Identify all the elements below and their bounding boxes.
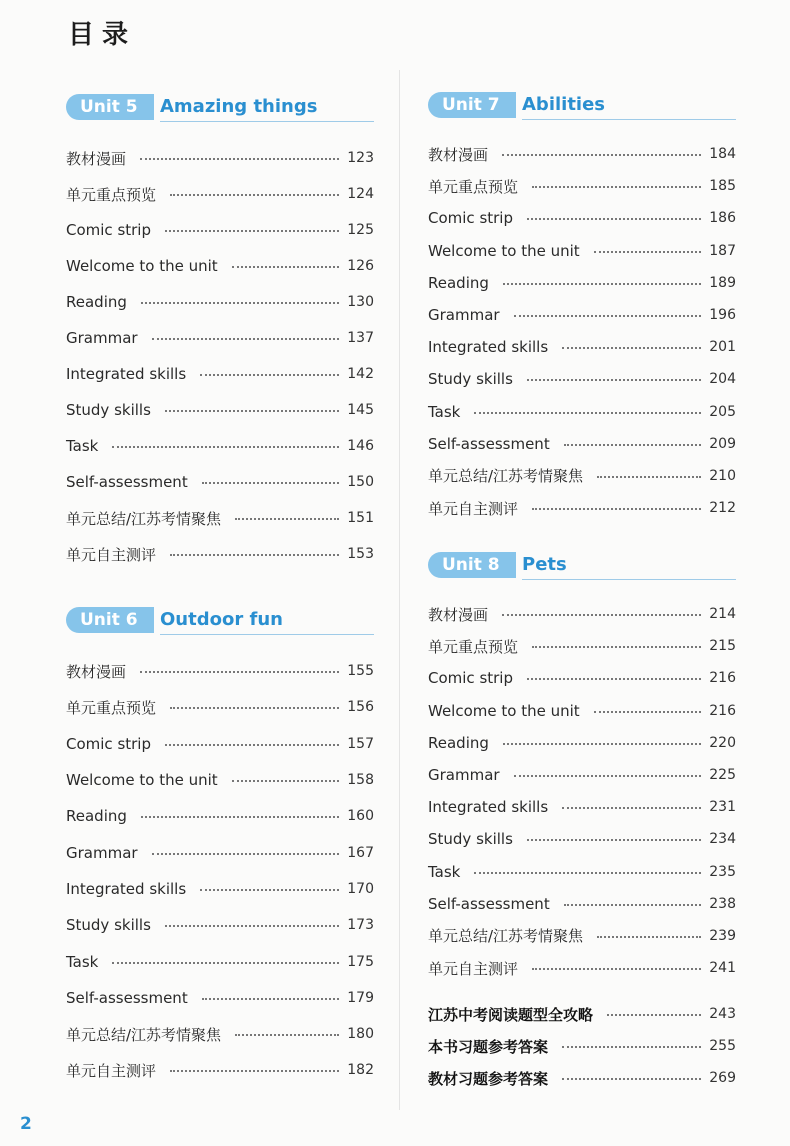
entry-page-number: 210 [709,467,736,484]
entry-label: Welcome to the unit [428,701,580,720]
toc-entry[interactable] [428,428,736,460]
entry-page-number: 216 [709,670,736,687]
toc-list [66,653,374,1089]
toc-entry[interactable] [66,356,374,392]
dot-leader [232,266,340,268]
entry-page-number: 269 [709,1070,736,1087]
dot-leader [235,1034,339,1036]
dot-leader [562,1046,701,1048]
entry-label: Grammar [428,766,500,785]
entry-page-number: 205 [709,403,736,420]
toc-entry[interactable] [66,871,374,907]
entry-label: 江苏中考阅读题型全攻略 [428,1005,594,1024]
toc-entry[interactable] [66,834,374,870]
dot-leader [594,711,702,713]
dot-leader [112,446,339,448]
entry-label: Self-assessment [66,988,188,1007]
toc-entry[interactable] [66,798,374,834]
dot-leader [532,968,701,970]
entry-label: Comic strip [66,734,151,753]
unit-badge: Unit 5 [66,94,154,120]
unit-header [428,552,736,580]
toc-entry[interactable] [428,202,736,234]
entry-label: 单元自主测评 [66,1061,157,1080]
toc-entry[interactable] [428,598,736,630]
dot-leader [564,444,702,446]
entry-label: 教材漫画 [428,145,489,164]
entry-label: Integrated skills [428,798,549,817]
toc-entry[interactable] [66,464,374,500]
dot-leader [152,853,340,855]
dot-leader [170,707,339,709]
toc-entry[interactable] [428,138,736,170]
dot-leader [165,230,339,232]
toc-entry[interactable] [66,1016,374,1052]
dot-leader [200,889,339,891]
toc-entry[interactable] [66,176,374,212]
entry-label: Integrated skills [66,879,187,898]
entry-page-number: 225 [709,767,736,784]
entry-page-number: 209 [709,435,736,452]
dot-leader [562,347,701,349]
entry-page-number: 185 [709,178,736,195]
toc-entry[interactable] [428,1030,736,1062]
entry-label: Study skills [428,370,513,389]
entry-label: Self-assessment [66,473,188,491]
dot-leader [141,816,339,818]
dot-leader [235,518,339,520]
toc-entry[interactable] [428,662,736,694]
toc-entry[interactable] [428,1062,736,1094]
entry-label: Reading [66,807,127,826]
dot-leader [170,194,339,196]
dot-leader [527,678,701,680]
dot-leader [607,1014,701,1016]
entry-label: 单元自主测评 [428,959,519,978]
unit-section [66,607,374,1089]
dot-leader [140,671,339,673]
toc-entry[interactable] [428,396,736,428]
entry-label: Welcome to the unit [428,241,580,260]
entry-label: Task [66,437,99,455]
entry-page-number: 180 [347,1026,374,1043]
dot-leader [170,1070,339,1072]
unit-title: Amazing things [160,96,318,117]
entry-label: Integrated skills [428,338,549,357]
dot-leader [597,936,701,938]
toc-entry[interactable] [428,952,736,984]
unit-title: Outdoor fun [160,609,283,630]
entry-page-number: 238 [709,895,736,912]
entry-page-number: 125 [347,222,374,238]
dot-leader [527,218,701,220]
column-divider [399,70,400,1110]
unit-section [428,552,736,1094]
unit-badge: Unit 8 [428,552,516,578]
entry-label: 本书习题参考答案 [428,1037,549,1056]
entry-label: 单元重点预览 [428,637,519,656]
toc-list [428,598,736,984]
toc-entry[interactable] [428,630,736,662]
dot-leader [562,1078,701,1080]
toc-entry[interactable] [428,727,736,759]
dot-leader [202,998,340,1000]
entry-label: Integrated skills [66,365,187,383]
entry-page-number: 123 [347,150,374,166]
entry-page-number: 243 [709,1006,736,1023]
unit-underline [160,634,374,635]
entry-label: Self-assessment [428,894,550,913]
toc-entry[interactable] [428,759,736,791]
unit-header [66,607,374,635]
toc-entry[interactable] [66,392,374,428]
dot-leader [532,186,701,188]
dot-leader [170,554,339,556]
dot-leader [200,374,339,376]
page-title: 目录 [68,20,137,50]
unit-header [66,94,374,122]
entry-page-number: 212 [709,500,736,517]
entry-page-number: 137 [347,330,374,346]
dot-leader [202,482,340,484]
toc-entry[interactable] [66,140,374,176]
entry-page-number: 167 [347,844,374,861]
dot-leader [502,154,701,156]
entry-page-number: 196 [709,307,736,324]
entry-page-number: 151 [347,510,374,526]
dot-leader [597,476,701,478]
entry-label: 教材漫画 [66,662,127,681]
unit-title: Abilities [522,94,606,115]
toc-entry[interactable] [428,299,736,331]
toc-entry[interactable] [428,492,736,524]
entry-label: 教材漫画 [66,149,127,168]
toc-entry[interactable] [66,653,374,689]
toc-entry[interactable] [428,823,736,855]
entry-page-number: 182 [347,1062,374,1079]
unit-section [428,92,736,524]
toc-entry[interactable] [66,907,374,943]
entry-label: Task [428,402,461,421]
unit-header [428,92,736,120]
dot-leader [564,904,702,906]
dot-leader [527,839,701,841]
toc-entry[interactable] [66,320,374,356]
toc-entry[interactable] [66,726,374,762]
entry-label: Self-assessment [428,434,550,453]
unit-title: Pets [522,554,567,575]
entry-page-number: 234 [709,831,736,848]
dot-leader [502,614,701,616]
toc-entry[interactable] [66,943,374,979]
unit-underline [160,121,374,122]
entry-label: 单元总结/江苏考情聚焦 [66,1025,222,1044]
dot-leader [474,872,701,874]
entry-label: Grammar [66,329,138,347]
dot-leader [165,925,339,927]
entry-label: Comic strip [428,209,513,228]
dot-leader [514,775,702,777]
toc-entry[interactable] [66,1052,374,1088]
entry-page-number: 216 [709,702,736,719]
entry-page-number: 153 [347,546,374,562]
entry-page-number: 204 [709,371,736,388]
entry-page-number: 201 [709,339,736,356]
entry-page-number: 187 [709,242,736,259]
entry-label: Welcome to the unit [66,771,218,790]
dot-leader [140,158,339,160]
dot-leader [594,251,702,253]
dot-leader [514,315,702,317]
entry-page-number: 130 [347,294,374,310]
toc-entry[interactable] [66,980,374,1016]
dot-leader [562,807,701,809]
entry-label: Study skills [66,401,151,419]
entry-label: Grammar [428,306,500,325]
entry-page-number: 160 [347,808,374,825]
entry-label: Grammar [66,843,138,862]
entry-label: Comic strip [428,669,513,688]
entry-page-number: 145 [347,402,374,418]
dot-leader [474,412,701,414]
entry-label: 单元重点预览 [428,177,519,196]
dot-leader [152,338,340,340]
toc-entry[interactable] [428,695,736,727]
toc-list [428,138,736,524]
entry-page-number: 255 [709,1038,736,1055]
toc-entry[interactable] [428,331,736,363]
toc-entry[interactable] [428,267,736,299]
entry-page-number: 157 [347,735,374,752]
entry-label: 单元总结/江苏考情聚焦 [66,509,222,528]
dot-leader [532,508,701,510]
entry-page-number: 124 [347,186,374,202]
entry-page-number: 142 [347,366,374,382]
toc-entry[interactable] [66,428,374,464]
entry-label: 教材漫画 [428,605,489,624]
entry-page-number: 231 [709,799,736,816]
toc-entry[interactable] [66,212,374,248]
toc-entry[interactable] [428,856,736,888]
toc-entry[interactable] [428,460,736,492]
dot-leader [141,302,339,304]
entry-page-number: 184 [709,146,736,163]
entry-page-number: 156 [347,699,374,716]
entry-page-number: 214 [709,606,736,623]
entry-page-number: 220 [709,734,736,751]
entry-page-number: 170 [347,880,374,897]
toc-entry[interactable] [428,791,736,823]
entry-label: Comic strip [66,221,151,239]
entry-label: 单元自主测评 [66,545,157,564]
toc-entry[interactable] [66,536,374,572]
entry-label: Reading [428,273,489,292]
entry-page-number: 146 [347,438,374,454]
toc-entry[interactable] [428,170,736,202]
toc-entry[interactable] [66,284,374,320]
toc-list [66,140,374,572]
toc-entry[interactable] [428,363,736,395]
toc-entry[interactable] [66,689,374,725]
entry-page-number: 186 [709,210,736,227]
dot-leader [503,743,701,745]
toc-entry[interactable] [428,235,736,267]
entry-page-number: 239 [709,927,736,944]
unit-underline [522,119,736,120]
entry-label: Welcome to the unit [66,257,218,275]
entry-label: 单元自主测评 [428,499,519,518]
unit-badge: Unit 7 [428,92,516,118]
entry-label: 单元重点预览 [66,698,157,717]
extras-list [428,998,736,1094]
entry-page-number: 189 [709,274,736,291]
entry-page-number: 126 [347,258,374,274]
dot-leader [165,744,339,746]
entry-label: 单元总结/江苏考情聚焦 [428,467,584,486]
entry-label: Reading [66,293,127,311]
toc-entry[interactable] [428,998,736,1030]
entry-label: Reading [428,733,489,752]
unit-badge: Unit 6 [66,607,154,633]
entry-label: Study skills [66,916,151,935]
dot-leader [503,283,701,285]
entry-page-number: 235 [709,863,736,880]
entry-page-number: 175 [347,953,374,970]
dot-leader [112,962,339,964]
entry-page-number: 179 [347,989,374,1006]
entry-label: Task [428,862,461,881]
entry-page-number: 241 [709,960,736,977]
unit-section [66,94,374,572]
dot-leader [527,379,701,381]
toc-entry[interactable] [428,920,736,952]
entry-page-number: 158 [347,772,374,789]
entry-page-number: 150 [347,474,374,490]
entry-label: Study skills [428,830,513,849]
entry-label: 教材习题参考答案 [428,1069,549,1088]
toc-entry[interactable] [66,500,374,536]
entry-page-number: 173 [347,917,374,934]
entry-page-number: 155 [347,663,374,680]
page-number: 2 [20,1114,32,1134]
toc-entry[interactable] [428,888,736,920]
entry-page-number: 215 [709,638,736,655]
entry-label: Task [66,952,99,971]
toc-entry[interactable] [66,762,374,798]
dot-leader [232,780,340,782]
toc-entry[interactable] [66,248,374,284]
dot-leader [532,646,701,648]
entry-label: 单元总结/江苏考情聚焦 [428,927,584,946]
entry-label: 单元重点预览 [66,185,157,204]
unit-underline [522,579,736,580]
dot-leader [165,410,339,412]
